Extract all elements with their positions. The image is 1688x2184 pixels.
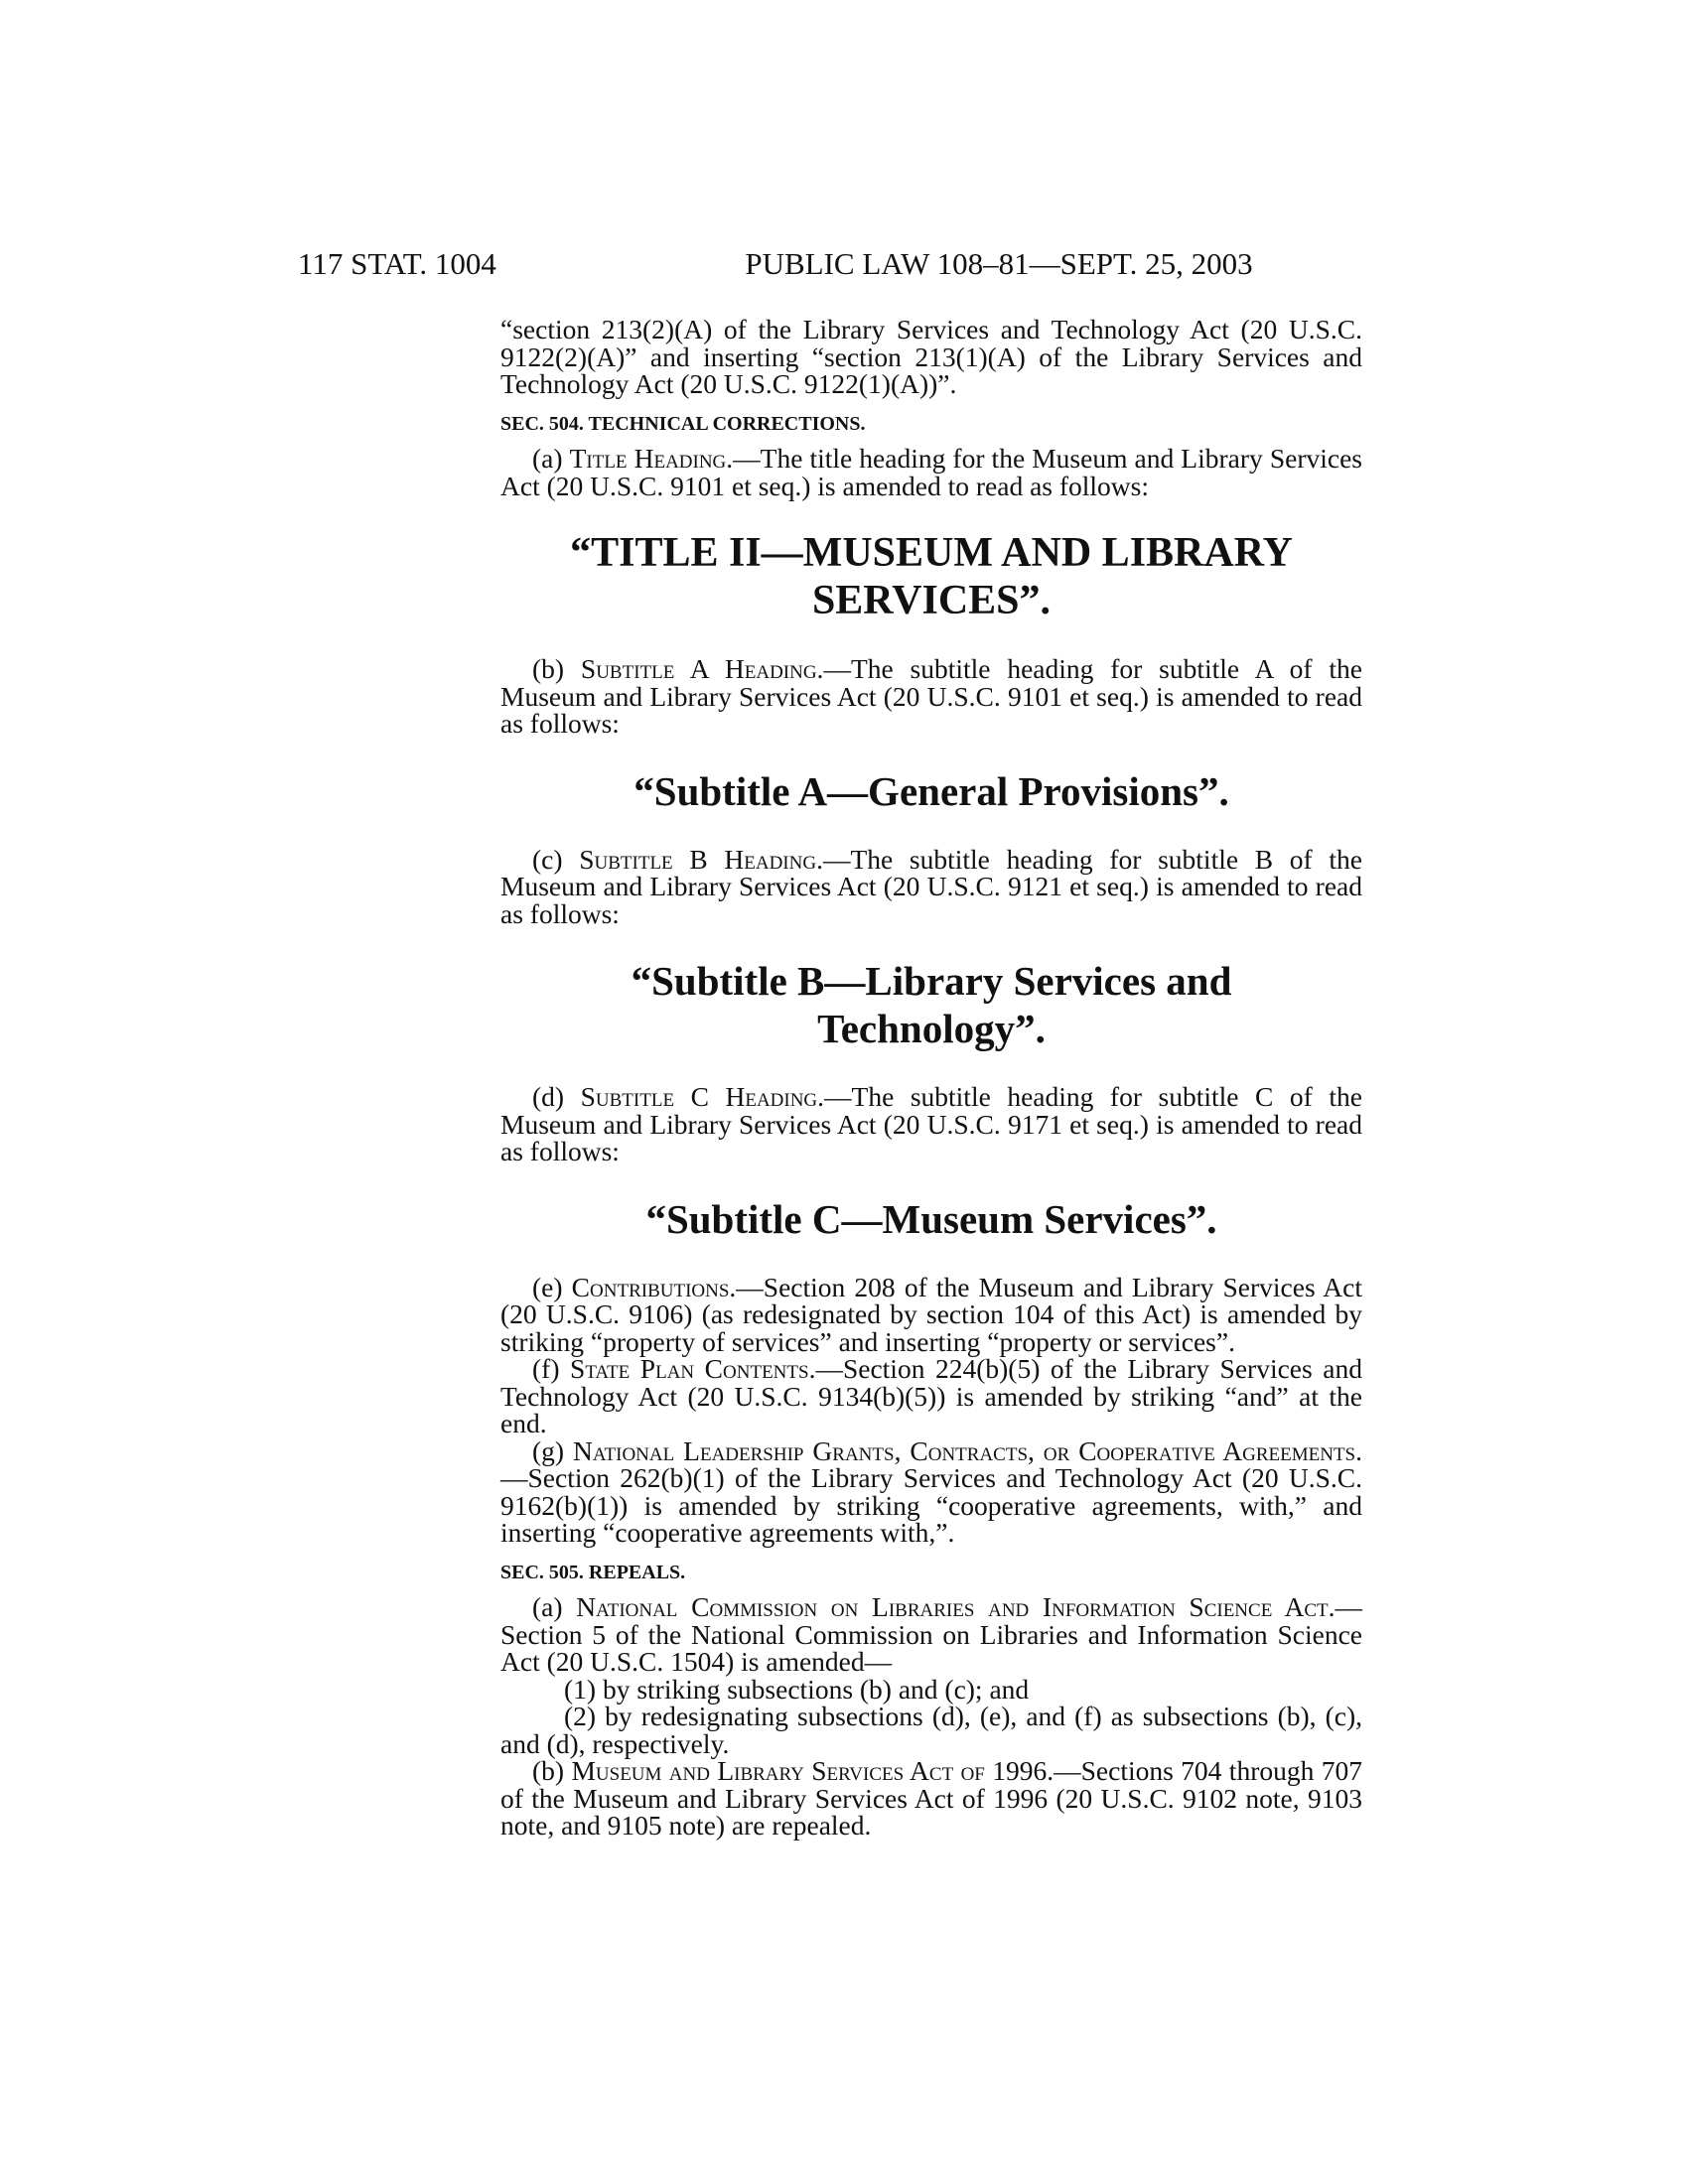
subsection-c-text: —The subtitle heading for subtitle B of the Museum and Library Services Act (20 U.S.C. 9121 et seq.) is amended to read as follows: — [500, 843, 1362, 929]
page-header — [298, 246, 1370, 286]
subsection-g-caption: National Leadership Grants, Contracts, or Cooperative Agreements. — [573, 1434, 1362, 1466]
subsection-e-text: —Section 208 of the Museum and Library Services Act (20 U.S.C. 9106) (as redesignated by section 104 of this Act) is amended by striking “property of services” and inserting “property or services”. — [500, 1271, 1362, 1357]
subsection-b-text: —The subtitle heading for subtitle A of the Museum and Library Services Act (20 U.S.C. 9101 et seq.) is amended to read as follows: — [500, 653, 1362, 739]
document-body — [500, 316, 1362, 1840]
repeal-subsection-b — [500, 1757, 1362, 1840]
repeal-a-paragraph-2: (2) by redesignating subsections (d), (e), and (f) as subsections (b), (c), and (d), respectively. — [500, 1701, 1362, 1759]
subsection-f-caption: State Plan Contents. — [570, 1353, 816, 1384]
repeal-a-paragraph-1: (1) by striking subsections (b) and (c); and — [564, 1673, 1030, 1705]
repeal-b-label: (b) — [532, 1755, 572, 1786]
subtitle-c-heading: “Subtitle C—Museum Services”. — [645, 1195, 1217, 1242]
subsection-f-label: (f) — [532, 1353, 571, 1384]
subsection-e-caption: Contributions. — [571, 1271, 737, 1302]
repeal-subsection-a — [500, 1593, 1362, 1676]
title-ii-heading: “TITLE II—MUSEUM AND LIBRARY SERVICES”. — [570, 530, 1293, 623]
subsection-a-text: —The title heading for the Museum and Library Services Act (20 U.S.C. 9101 et seq.) is amended to read as follows: — [500, 443, 1362, 501]
subsection-c-caption: Subtitle B Heading. — [579, 843, 823, 875]
subsection-d-caption: Subtitle C Heading. — [580, 1081, 825, 1112]
repeal-a-label: (a) — [532, 1591, 577, 1622]
subsection-b-caption: Subtitle A Heading. — [580, 653, 824, 684]
subsection-c-label: (c) — [532, 843, 580, 875]
section-505-heading: SEC. 505. REPEALS. — [500, 1561, 686, 1583]
subsection-d — [500, 1083, 1362, 1165]
public-law-header: PUBLIC LAW 108–81—SEPT. 25, 2003 — [745, 246, 1253, 281]
subsection-e — [500, 1271, 1362, 1357]
subsection-d-text: —The subtitle heading for subtitle C of the Museum and Library Services Act (20 U.S.C. 9171 et seq.) is amended to read as follows: — [500, 1081, 1362, 1166]
continued-paragraph: “section 213(2)(A) of the Library Services and Technology Act (20 U.S.C. 9122(2)(A)” and inserting “section 213(1)(A) of the Library Services and Technology Act (20 U.S.C. 9122(1)(A))”. — [500, 314, 1362, 399]
repeal-b-caption: Museum and Library Services Act of 1996. — [571, 1755, 1055, 1786]
section-504-heading: SEC. 504. TECHNICAL CORRECTIONS. — [500, 412, 866, 435]
subsection-b — [500, 655, 1362, 738]
subsection-b-label: (b) — [532, 653, 581, 684]
stat-page-number: 117 STAT. 1004 — [298, 246, 496, 281]
subsection-f — [500, 1355, 1362, 1437]
subsection-a — [500, 445, 1362, 499]
subtitle-a-heading: “Subtitle A—General Provisions”. — [633, 767, 1229, 814]
subsection-g-text: —Section 262(b)(1) of the Library Services and Technology Act (20 U.S.C. 9162(b)(1)) is amended by striking “cooperative agreements, with,” and inserting “cooperative agreements with,”. — [500, 1462, 1362, 1548]
repeal-b-text: —Sections 704 through 707 of the Museum and Library Services Act of 1996 (20 U.S.C. 9102 note, 9103 note, and 9105 note) are repealed. — [500, 1755, 1362, 1841]
repeal-a-caption: National Commission on Libraries and Information Science Act. — [576, 1591, 1336, 1622]
repeal-a-text: —Section 5 of the National Commission on Libraries and Information Science Act (20 U.S.C. 1504) is amended— — [500, 1591, 1362, 1677]
subsection-e-label: (e) — [532, 1271, 572, 1302]
subsection-c — [500, 843, 1362, 929]
subsection-a-caption: Title Heading. — [569, 443, 734, 474]
subsection-d-label: (d) — [532, 1081, 581, 1112]
subsection-g — [500, 1434, 1362, 1548]
subsection-g-label: (g) — [532, 1434, 574, 1466]
subsection-f-text: —Section 224(b)(5) of the Library Services and Technology Act (20 U.S.C. 9134(b)(5)) is amended by striking “and” at the end. — [500, 1353, 1362, 1438]
subsection-a-label: (a) — [532, 443, 570, 474]
subtitle-b-heading: “Subtitle B—Library Services and Technology”. — [631, 958, 1232, 1051]
